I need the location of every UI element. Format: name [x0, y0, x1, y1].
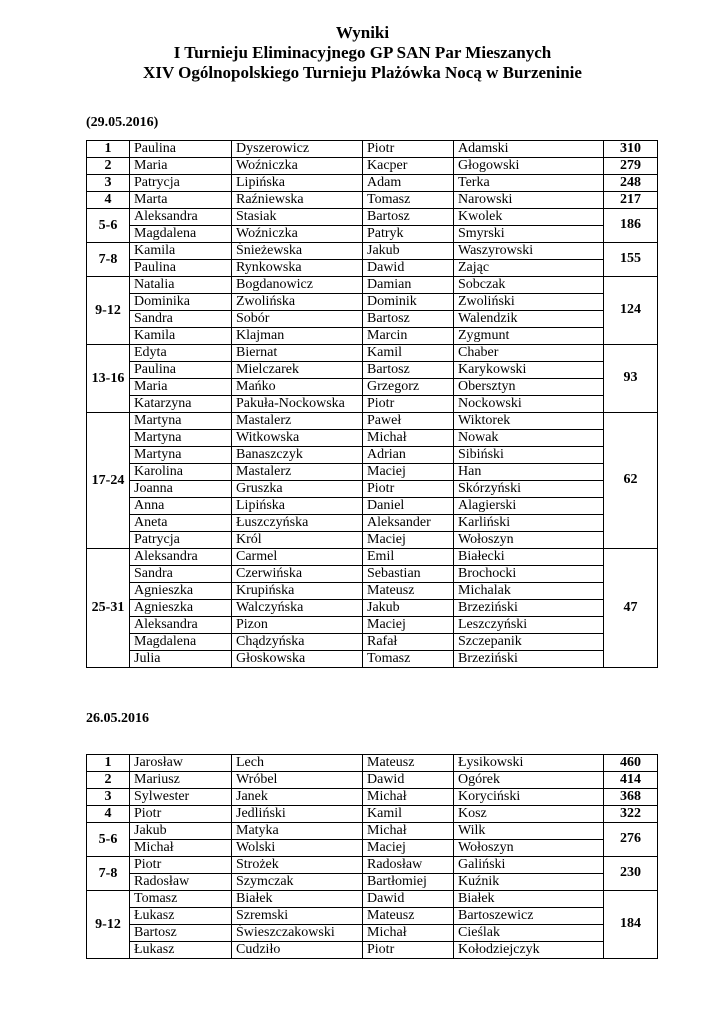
points-cell: 310	[604, 141, 658, 158]
points-cell-span	[604, 447, 658, 464]
section-date: (29.05.2016)	[86, 115, 159, 130]
first-name-1: Magdalena	[130, 634, 232, 651]
points-cell-span	[604, 651, 658, 668]
last-name-1: Sobór	[232, 311, 363, 328]
place-cell-span	[87, 447, 130, 464]
place-cell: 13-16	[87, 370, 130, 387]
first-name-2: Tomasz	[363, 192, 454, 209]
last-name-2: Szczepanik	[454, 634, 604, 651]
last-name-1: Pakuła-Nockowska	[232, 396, 363, 413]
last-name-2: Zwoliński	[454, 294, 604, 311]
place-cell-span	[87, 942, 130, 959]
points-cell: 186	[604, 217, 658, 234]
place-cell: 3	[87, 175, 130, 192]
first-name-2: Dawid	[363, 260, 454, 277]
first-name-1: Piotr	[130, 806, 232, 823]
last-name-2: Kołodziejczyk	[454, 942, 604, 959]
points-cell-span	[604, 498, 658, 515]
place-cell-span	[87, 498, 130, 515]
table-row	[87, 532, 658, 549]
first-name-2: Bartłomiej	[363, 874, 454, 891]
table-row	[87, 549, 658, 566]
points-cell-span	[604, 942, 658, 959]
first-name-2: Rafał	[363, 634, 454, 651]
last-name-2: Ogórek	[454, 772, 604, 789]
table-row	[87, 840, 658, 857]
table-row	[87, 925, 658, 942]
place-cell: 17-24	[87, 472, 130, 489]
table-row	[87, 209, 658, 226]
last-name-2: Alagierski	[454, 498, 604, 515]
place-cell-span	[87, 345, 130, 362]
table-row	[87, 430, 658, 447]
place-cell-span	[87, 566, 130, 583]
first-name-1: Aleksandra	[130, 549, 232, 566]
last-name-1: Król	[232, 532, 363, 549]
points-cell: 276	[604, 831, 658, 848]
first-name-1: Agnieszka	[130, 600, 232, 617]
table-row	[87, 634, 658, 651]
table-row	[87, 891, 658, 908]
last-name-1: Klajman	[232, 328, 363, 345]
place-cell: 4	[87, 806, 130, 823]
place-cell: 7-8	[87, 251, 130, 268]
points-cell-span	[604, 413, 658, 430]
last-name-1: Cudziło	[232, 942, 363, 959]
points-cell: 279	[604, 158, 658, 175]
last-name-2: Adamski	[454, 141, 604, 158]
last-name-1: Szremski	[232, 908, 363, 925]
last-name-2: Wołoszyn	[454, 532, 604, 549]
first-name-2: Adrian	[363, 447, 454, 464]
points-cell-span	[604, 328, 658, 345]
first-name-2: Dominik	[363, 294, 454, 311]
first-name-1: Tomasz	[130, 891, 232, 908]
table-row	[87, 823, 658, 840]
last-name-2: Galiński	[454, 857, 604, 874]
table-row	[87, 175, 658, 192]
last-name-2: Skórzyński	[454, 481, 604, 498]
results-table	[86, 754, 658, 959]
points-cell-span	[604, 277, 658, 294]
last-name-2: Michalak	[454, 583, 604, 600]
last-name-2: Waszyrowski	[454, 243, 604, 260]
place-cell: 9-12	[87, 916, 130, 933]
first-name-1: Łukasz	[130, 942, 232, 959]
points-cell-span	[604, 583, 658, 600]
last-name-1: Raźniewska	[232, 192, 363, 209]
last-name-2: Brochocki	[454, 566, 604, 583]
first-name-2: Paweł	[363, 413, 454, 430]
first-name-1: Karolina	[130, 464, 232, 481]
last-name-2: Kuźnik	[454, 874, 604, 891]
table-row	[87, 260, 658, 277]
first-name-2: Grzegorz	[363, 379, 454, 396]
first-name-1: Agnieszka	[130, 583, 232, 600]
table-row	[87, 345, 658, 362]
first-name-1: Jarosław	[130, 755, 232, 772]
first-name-2: Jakub	[363, 600, 454, 617]
last-name-1: Mastalerz	[232, 413, 363, 430]
last-name-2: Bartoszewicz	[454, 908, 604, 925]
section-date: 26.05.2016	[86, 711, 149, 726]
last-name-1: Carmel	[232, 549, 363, 566]
place-cell: 5-6	[87, 831, 130, 848]
first-name-1: Patrycja	[130, 532, 232, 549]
table-row	[87, 413, 658, 430]
first-name-1: Anna	[130, 498, 232, 515]
last-name-2: Smyrski	[454, 226, 604, 243]
points-cell-span	[604, 532, 658, 549]
place-cell-span	[87, 634, 130, 651]
place-cell-span	[87, 396, 130, 413]
last-name-2: Obersztyn	[454, 379, 604, 396]
table-row	[87, 277, 658, 294]
first-name-2: Jakub	[363, 243, 454, 260]
table-row	[87, 583, 658, 600]
place-cell-span	[87, 549, 130, 566]
points-cell: 460	[604, 755, 658, 772]
points-cell: 414	[604, 772, 658, 789]
results-table	[86, 140, 658, 668]
last-name-1: Mielczarek	[232, 362, 363, 379]
last-name-1: Głoskowska	[232, 651, 363, 668]
first-name-2: Piotr	[363, 481, 454, 498]
points-cell: 184	[604, 916, 658, 933]
first-name-1: Paulina	[130, 141, 232, 158]
first-name-2: Radosław	[363, 857, 454, 874]
last-name-1: Lech	[232, 755, 363, 772]
first-name-2: Maciej	[363, 464, 454, 481]
last-name-1: Dyszerowicz	[232, 141, 363, 158]
table-row	[87, 908, 658, 925]
place-cell: 9-12	[87, 302, 130, 319]
first-name-1: Sandra	[130, 311, 232, 328]
last-name-2: Leszczyński	[454, 617, 604, 634]
place-cell: 1	[87, 755, 130, 772]
place-cell: 5-6	[87, 217, 130, 234]
first-name-2: Michał	[363, 789, 454, 806]
first-name-2: Bartosz	[363, 311, 454, 328]
last-name-2: Karliński	[454, 515, 604, 532]
first-name-1: Michał	[130, 840, 232, 857]
first-name-2: Adam	[363, 175, 454, 192]
first-name-2: Kamil	[363, 806, 454, 823]
table-row	[87, 566, 658, 583]
first-name-2: Michał	[363, 430, 454, 447]
last-name-2: Han	[454, 464, 604, 481]
last-name-2: Walendzik	[454, 311, 604, 328]
last-name-1: Mastalerz	[232, 464, 363, 481]
points-cell-span	[604, 634, 658, 651]
table-row	[87, 379, 658, 396]
table-row	[87, 243, 658, 260]
table-row	[87, 755, 658, 772]
place-cell: 25-31	[87, 600, 130, 617]
last-name-2: Białecki	[454, 549, 604, 566]
last-name-2: Karykowski	[454, 362, 604, 379]
place-cell: 7-8	[87, 865, 130, 882]
first-name-1: Aleksandra	[130, 209, 232, 226]
first-name-2: Maciej	[363, 617, 454, 634]
first-name-2: Mateusz	[363, 755, 454, 772]
first-name-1: Martyna	[130, 413, 232, 430]
table-row	[87, 617, 658, 634]
last-name-2: Nockowski	[454, 396, 604, 413]
first-name-2: Piotr	[363, 396, 454, 413]
table-row	[87, 226, 658, 243]
last-name-2: Łysikowski	[454, 755, 604, 772]
points-cell: 47	[604, 600, 658, 617]
place-cell-span	[87, 651, 130, 668]
last-name-1: Biernat	[232, 345, 363, 362]
last-name-2: Wilk	[454, 823, 604, 840]
first-name-2: Maciej	[363, 532, 454, 549]
first-name-1: Marta	[130, 192, 232, 209]
last-name-2: Terka	[454, 175, 604, 192]
last-name-1: Świeszczakowski	[232, 925, 363, 942]
first-name-2: Sebastian	[363, 566, 454, 583]
points-cell: 217	[604, 192, 658, 209]
first-name-1: Łukasz	[130, 908, 232, 925]
table-row	[87, 328, 658, 345]
table-row	[87, 874, 658, 891]
first-name-2: Marcin	[363, 328, 454, 345]
table-row	[87, 141, 658, 158]
document-header	[0, 23, 725, 83]
place-cell-span	[87, 532, 130, 549]
first-name-2: Patryk	[363, 226, 454, 243]
header-tournament: I Turnieju Eliminacyjnego GP SAN Par Mieszanych	[173, 43, 552, 62]
last-name-1: Matyka	[232, 823, 363, 840]
first-name-1: Edyta	[130, 345, 232, 362]
table-row	[87, 651, 658, 668]
table-row	[87, 396, 658, 413]
points-cell-span	[604, 566, 658, 583]
last-name-1: Łuszczyńska	[232, 515, 363, 532]
last-name-1: Szymczak	[232, 874, 363, 891]
first-name-2: Kacper	[363, 158, 454, 175]
last-name-2: Chaber	[454, 345, 604, 362]
last-name-2: Zygmunt	[454, 328, 604, 345]
first-name-1: Maria	[130, 379, 232, 396]
first-name-2: Dawid	[363, 891, 454, 908]
points-cell-span	[604, 515, 658, 532]
first-name-1: Katarzyna	[130, 396, 232, 413]
last-name-1: Woźniczka	[232, 158, 363, 175]
first-name-2: Kamil	[363, 345, 454, 362]
place-cell-span	[87, 328, 130, 345]
last-name-2: Głogowski	[454, 158, 604, 175]
header-event: XIV Ogólnopolskiego Turnieju Plażówka Nocą w Burzeninie	[143, 63, 582, 82]
points-cell-span	[604, 345, 658, 362]
last-name-1: Witkowska	[232, 430, 363, 447]
first-name-1: Natalia	[130, 277, 232, 294]
points-cell: 93	[604, 370, 658, 387]
points-cell: 322	[604, 806, 658, 823]
first-name-1: Magdalena	[130, 226, 232, 243]
place-cell: 1	[87, 141, 130, 158]
last-name-2: Koryciński	[454, 789, 604, 806]
last-name-1: Stasiak	[232, 209, 363, 226]
first-name-1: Julia	[130, 651, 232, 668]
last-name-1: Lipińska	[232, 175, 363, 192]
table-row	[87, 447, 658, 464]
points-cell-span	[604, 549, 658, 566]
table-row	[87, 192, 658, 209]
table-row	[87, 362, 658, 379]
first-name-1: Patrycja	[130, 175, 232, 192]
first-name-2: Damian	[363, 277, 454, 294]
first-name-2: Aleksander	[363, 515, 454, 532]
points-cell: 155	[604, 251, 658, 268]
last-name-2: Białek	[454, 891, 604, 908]
last-name-1: Bogdanowicz	[232, 277, 363, 294]
points-cell-span	[604, 396, 658, 413]
last-name-1: Woźniczka	[232, 226, 363, 243]
last-name-1: Walczyńska	[232, 600, 363, 617]
place-cell: 2	[87, 772, 130, 789]
first-name-1: Jakub	[130, 823, 232, 840]
first-name-2: Tomasz	[363, 651, 454, 668]
first-name-2: Emil	[363, 549, 454, 566]
table-row	[87, 158, 658, 175]
table-row	[87, 857, 658, 874]
place-cell-span	[87, 277, 130, 294]
first-name-1: Kamila	[130, 243, 232, 260]
last-name-1: Gruszka	[232, 481, 363, 498]
points-cell: 62	[604, 472, 658, 489]
last-name-2: Wołoszyn	[454, 840, 604, 857]
place-cell-span	[87, 430, 130, 447]
first-name-1: Martyna	[130, 447, 232, 464]
table-row	[87, 806, 658, 823]
first-name-1: Sylwester	[130, 789, 232, 806]
last-name-2: Narowski	[454, 192, 604, 209]
first-name-2: Bartosz	[363, 209, 454, 226]
first-name-1: Sandra	[130, 566, 232, 583]
points-cell: 124	[604, 302, 658, 319]
last-name-2: Brzeziński	[454, 651, 604, 668]
first-name-1: Paulina	[130, 260, 232, 277]
first-name-1: Kamila	[130, 328, 232, 345]
first-name-1: Piotr	[130, 857, 232, 874]
table-row	[87, 481, 658, 498]
table-row	[87, 600, 658, 617]
last-name-2: Brzeziński	[454, 600, 604, 617]
first-name-2: Mateusz	[363, 908, 454, 925]
table-row	[87, 311, 658, 328]
header-title: Wyniki	[335, 23, 390, 42]
table-row	[87, 464, 658, 481]
first-name-1: Dominika	[130, 294, 232, 311]
points-cell-span	[604, 430, 658, 447]
last-name-1: Jedliński	[232, 806, 363, 823]
points-cell: 368	[604, 789, 658, 806]
first-name-2: Mateusz	[363, 583, 454, 600]
first-name-1: Martyna	[130, 430, 232, 447]
place-cell: 3	[87, 789, 130, 806]
first-name-1: Bartosz	[130, 925, 232, 942]
last-name-1: Lipińska	[232, 498, 363, 515]
table-row	[87, 498, 658, 515]
first-name-2: Michał	[363, 925, 454, 942]
place-cell-span	[87, 413, 130, 430]
last-name-2: Nowak	[454, 430, 604, 447]
last-name-1: Krupińska	[232, 583, 363, 600]
place-cell-span	[87, 515, 130, 532]
points-cell-span	[604, 617, 658, 634]
table-row	[87, 772, 658, 789]
first-name-2: Maciej	[363, 840, 454, 857]
last-name-1: Zwolińska	[232, 294, 363, 311]
place-cell-span	[87, 583, 130, 600]
first-name-1: Aleksandra	[130, 617, 232, 634]
last-name-1: Banaszczyk	[232, 447, 363, 464]
last-name-2: Sobczak	[454, 277, 604, 294]
first-name-1: Maria	[130, 158, 232, 175]
first-name-2: Piotr	[363, 942, 454, 959]
last-name-1: Czerwińska	[232, 566, 363, 583]
first-name-1: Mariusz	[130, 772, 232, 789]
last-name-1: Strożek	[232, 857, 363, 874]
first-name-1: Joanna	[130, 481, 232, 498]
table-row	[87, 515, 658, 532]
first-name-1: Paulina	[130, 362, 232, 379]
first-name-2: Daniel	[363, 498, 454, 515]
last-name-2: Wiktorek	[454, 413, 604, 430]
last-name-2: Sibiński	[454, 447, 604, 464]
last-name-2: Kosz	[454, 806, 604, 823]
last-name-1: Białek	[232, 891, 363, 908]
last-name-2: Cieślak	[454, 925, 604, 942]
points-cell-span	[604, 891, 658, 908]
place-cell: 2	[87, 158, 130, 175]
table-row	[87, 294, 658, 311]
first-name-2: Piotr	[363, 141, 454, 158]
first-name-1: Radosław	[130, 874, 232, 891]
place-cell-span	[87, 617, 130, 634]
table-row	[87, 789, 658, 806]
place-cell-span	[87, 891, 130, 908]
last-name-1: Wróbel	[232, 772, 363, 789]
points-cell: 230	[604, 865, 658, 882]
last-name-1: Rynkowska	[232, 260, 363, 277]
table-row	[87, 942, 658, 959]
place-cell: 4	[87, 192, 130, 209]
last-name-1: Wolski	[232, 840, 363, 857]
last-name-1: Chądzyńska	[232, 634, 363, 651]
last-name-1: Śnieżewska	[232, 243, 363, 260]
last-name-1: Mańko	[232, 379, 363, 396]
last-name-2: Kwolek	[454, 209, 604, 226]
last-name-1: Janek	[232, 789, 363, 806]
first-name-1: Aneta	[130, 515, 232, 532]
points-cell: 248	[604, 175, 658, 192]
first-name-2: Bartosz	[363, 362, 454, 379]
last-name-2: Zając	[454, 260, 604, 277]
first-name-2: Dawid	[363, 772, 454, 789]
last-name-1: Pizon	[232, 617, 363, 634]
first-name-2: Michał	[363, 823, 454, 840]
